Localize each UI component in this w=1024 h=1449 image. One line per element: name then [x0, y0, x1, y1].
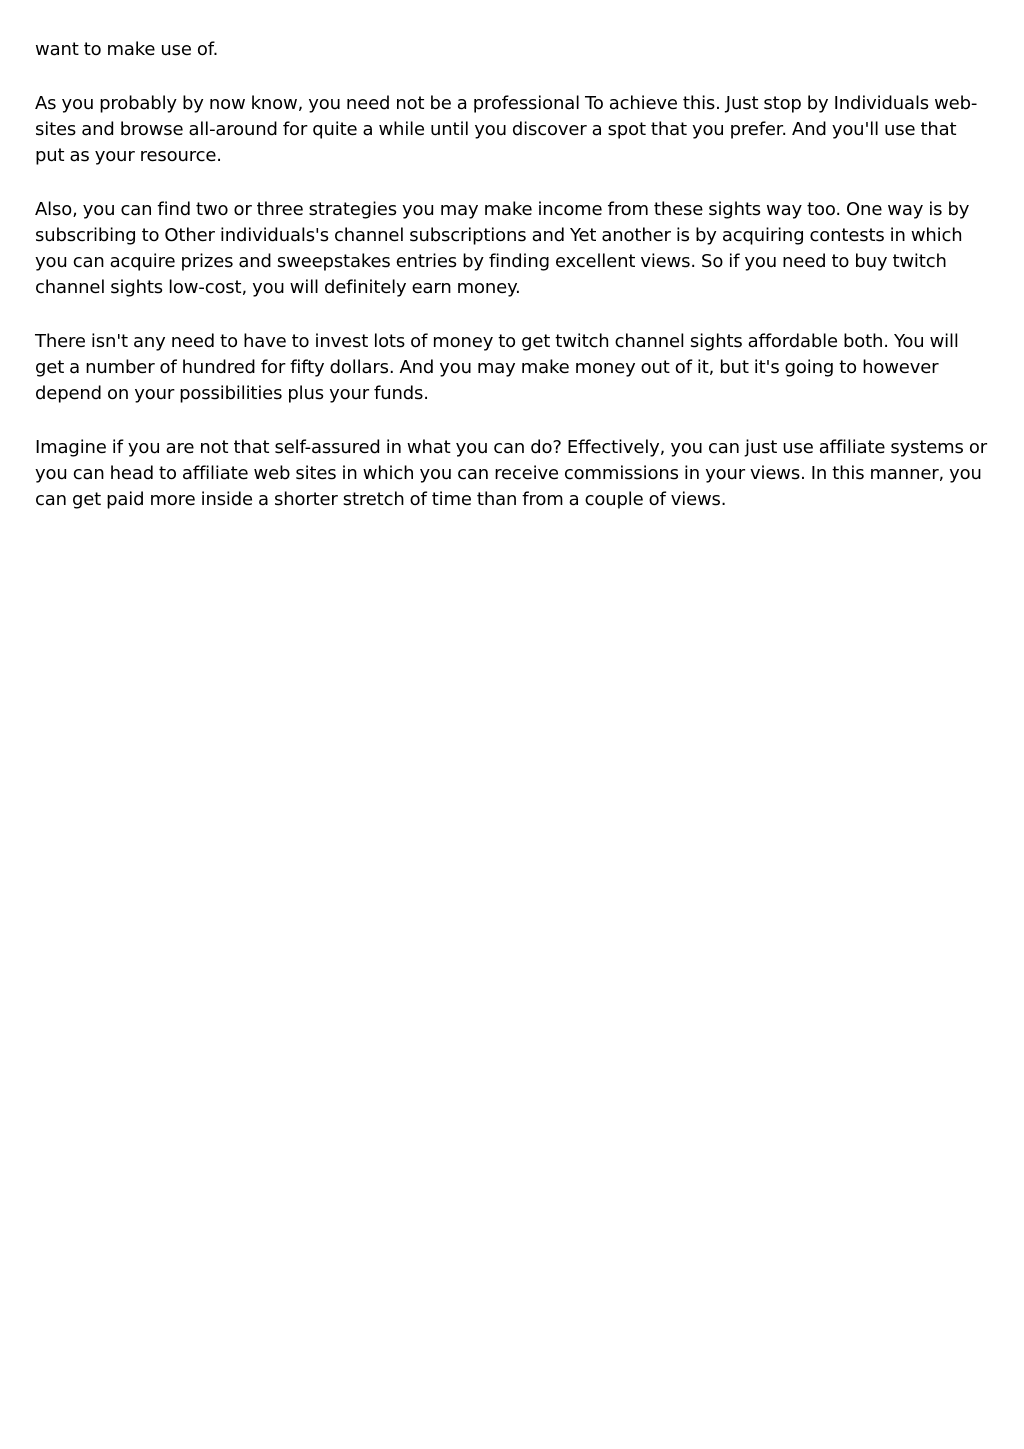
paragraph-professional: As you probably by now know, you need not be a professional To achieve this. Just stop by Individuals web-sites and browse all-around for quite a while until you discover a spot that you prefer. And you'll use that put as your resource.: [35, 93, 978, 166]
paragraph-continuation: want to make use of.: [35, 39, 219, 60]
paragraph-affiliate: Imagine if you are not that self-assured in what you can do? Effectively, you can just use affiliate systems or you can head to affiliate web sites in which you can receive commissions in your views. In this manner, you can get paid more inside a shorter stretch of time than from a couple of views.: [35, 437, 987, 510]
paragraph-strategies: Also, you can find two or three strategies you may make income from these sights way too. One way is by subscribing to Other individuals's channel subscriptions and Yet another is by acquiring contests in which you can acquire prizes and sweepstakes entries by finding excellent views. So if you need to buy twitch channel sights low-cost, you will definitely earn money.: [35, 199, 970, 298]
paragraph-invest: There isn't any need to have to invest lots of money to get twitch channel sights affordable both. You will get a number of hundred for fifty dollars. And you may make money out of it, but it's going to however depend on your possibilities plus your funds.: [35, 331, 959, 404]
